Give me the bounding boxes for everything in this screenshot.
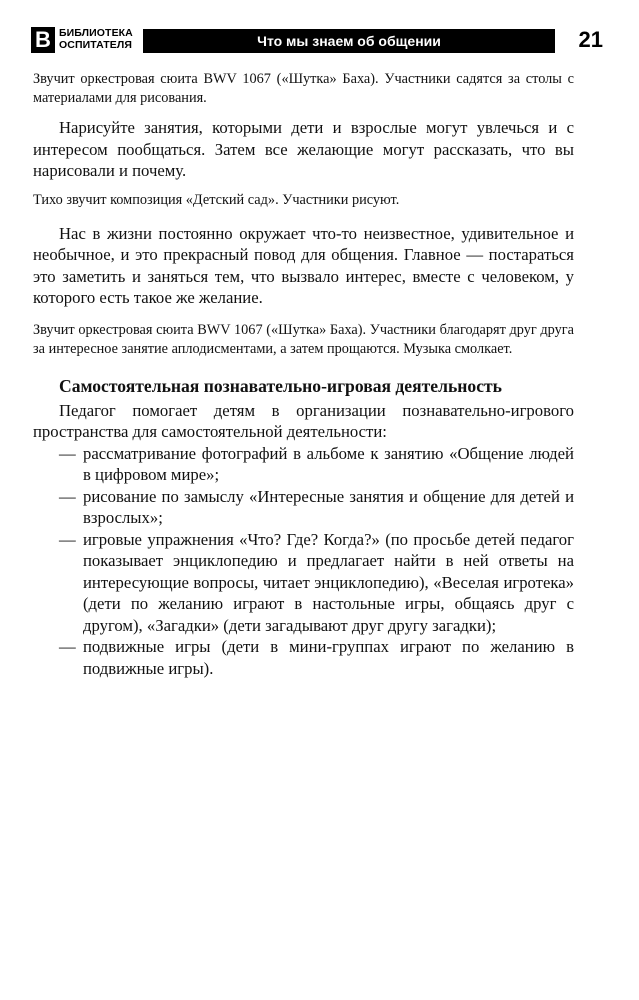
activity-list xyxy=(33,443,574,680)
page-number: 21 xyxy=(578,27,603,52)
dash-bullet: — xyxy=(59,443,76,463)
page-body xyxy=(33,70,574,679)
list-item xyxy=(33,636,574,679)
conclusion-paragraph: Нас в жизни постоянно окружает что-то неизвестное, удивительное и необычное, и это прекрасный повод для общения. Главное — постараться это заметить и заняться тем, что вызвало интерес, вместе с человеком, у которого есть такое же желание. xyxy=(33,223,574,307)
dash-bullet: — xyxy=(59,637,76,656)
list-item-text: игровые упражнения «Что? Где? Когда?» (по просьбе детей педагог показывает энциклопедию и предлагает найти в ней ответы на интересующие вопросы, читает энциклопедию), «Веселая игротека» (дети по желанию играют в настольные игры, общаясь друг с другом), «Загадки» (дети загадывают друг другу загадки); xyxy=(83,529,574,635)
section-intro: Педагог помогает детям в организации познавательно-игрового пространства для самостоятельной деятельности: xyxy=(33,400,574,441)
list-item xyxy=(33,443,574,486)
series-logo-icon: В xyxy=(31,27,55,53)
series-logo-text xyxy=(59,27,133,51)
stage-direction-music-start: Звучит оркестровая сюита BWV 1067 («Шутка» Баха). Участники садятся за столы с материалами для рисования. xyxy=(33,71,574,106)
running-title: Что мы знаем об общении xyxy=(143,29,555,53)
page-header xyxy=(31,25,604,55)
list-item xyxy=(33,529,574,637)
dash-bullet: — xyxy=(59,486,76,506)
list-item xyxy=(33,486,574,529)
dash-bullet: — xyxy=(59,529,76,549)
section-heading: Самостоятельная познавательно-игровая деятельность xyxy=(59,375,502,396)
list-item-text: рассматривание фотографий в альбоме к занятию «Общение людей в цифровом мире»; xyxy=(83,443,574,484)
series-name-line-2: ОСПИТАТЕЛЯ xyxy=(59,39,132,51)
stage-direction-drawing: Тихо звучит композиция «Детский сад». Участники рисуют. xyxy=(33,191,400,208)
drawing-task-paragraph: Нарисуйте занятия, которыми дети и взрослые могут увлечься и с интересом пообщаться. Затем все желающие могут рассказать, что вы нарисовали и почему. xyxy=(33,118,574,180)
list-item-text: подвижные игры (дети в мини-группах играют по желанию в подвижные игры). xyxy=(83,637,574,678)
series-name-line-1: БИБЛИОТЕКА xyxy=(59,27,133,39)
stage-direction-music-end: Звучит оркестровая сюита BWV 1067 («Шутка» Баха). Участники благодарят друг друга за интересное занятие аплодисментами, а затем прощаются. Музыка смолкает. xyxy=(33,321,574,357)
list-item-text: рисование по замыслу «Интересные занятия и общение для детей и взрослых»; xyxy=(83,486,574,527)
